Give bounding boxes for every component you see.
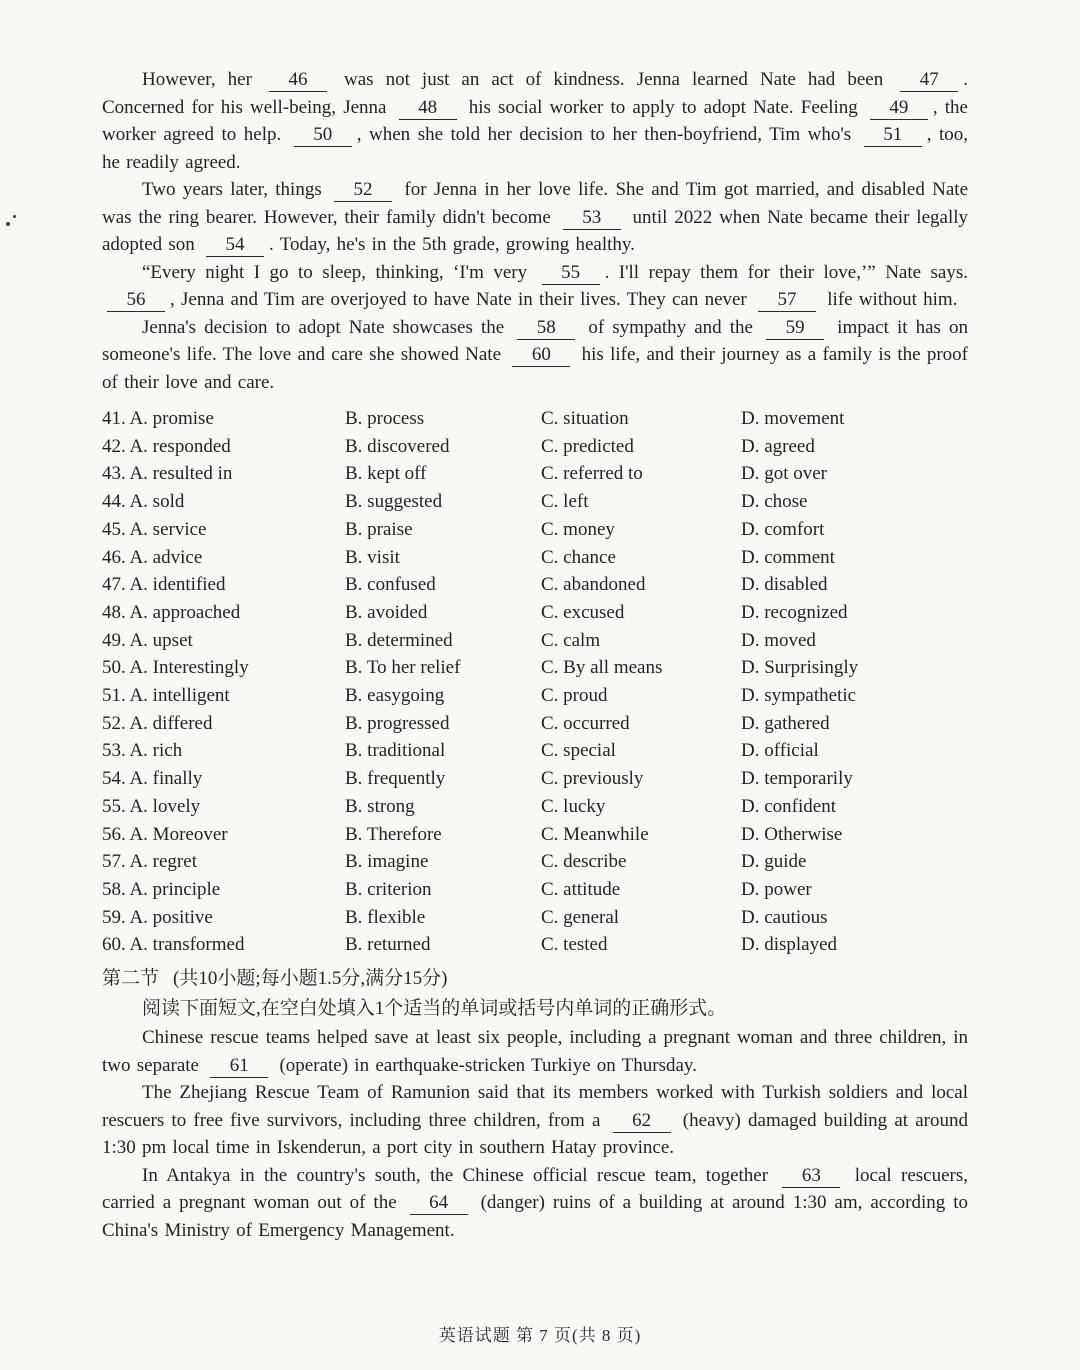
option-row-51 <box>102 682 968 710</box>
section2-heading-detail: (共10小题;每小题1.5分,满分15分) <box>173 968 448 990</box>
option-c: C. money <box>541 518 615 540</box>
option-d: D. Otherwise <box>741 823 843 845</box>
blank-50: 50 <box>294 123 352 147</box>
section2-instruction: 阅读下面短文,在空白处填入1个适当的单词或括号内单词的正确形式。 <box>142 998 727 1020</box>
option-c: C. previously <box>541 768 644 790</box>
option-b: B. returned <box>345 934 431 956</box>
blank-48: 48 <box>399 96 457 120</box>
option-row-59 <box>102 904 968 932</box>
option-d: D. displayed <box>741 934 838 956</box>
blank-53: 53 <box>563 206 621 230</box>
cloze-paragraph: Jenna's decision to adopt Nate showcases the 58 of sympathy and the 59 impact it has on someone's life. The love and care she showed Nate 60 his life, and their journey as a family is the proof of their love and care. <box>102 316 969 393</box>
option-a: 46. A. advice <box>102 546 203 568</box>
option-c: C. general <box>541 906 620 928</box>
option-b: B. confused <box>345 574 436 596</box>
option-a: 42. A. responded <box>102 435 231 457</box>
blank-55: 55 <box>542 261 600 285</box>
option-row-45 <box>102 516 968 544</box>
option-row-54 <box>102 765 968 793</box>
section2-paragraph: In Antakya in the country's south, the Chinese official rescue team, together 63 local rescuers, carried a pregnant woman out of the 64 (danger) ruins of a building at around 1:30 am, according to China's Ministry of Emergency Management. <box>102 1164 969 1241</box>
option-b: B. imagine <box>345 851 429 873</box>
option-b: B. praise <box>345 518 413 540</box>
option-d: D. comfort <box>741 518 825 540</box>
option-a: 58. A. principle <box>102 878 221 900</box>
option-row-41 <box>102 405 968 433</box>
options-table <box>102 405 968 959</box>
scan-artifact <box>6 222 10 226</box>
option-c: C. calm <box>541 629 601 651</box>
option-c: C. excused <box>541 601 625 623</box>
blank-56: 56 <box>107 288 165 312</box>
option-a: 48. A. approached <box>102 601 241 623</box>
option-b: B. strong <box>345 795 415 817</box>
option-a: 52. A. differed <box>102 712 213 734</box>
option-a: 41. A. promise <box>102 408 214 429</box>
option-b: B. suggested <box>345 491 443 513</box>
option-b: B. criterion <box>345 878 432 900</box>
option-c: C. occurred <box>541 712 630 734</box>
cloze-passage <box>102 66 968 396</box>
option-d: D. official <box>741 740 819 762</box>
option-d: D. sympathetic <box>741 685 857 707</box>
blank-62: 62 <box>613 1109 671 1133</box>
option-b: B. traditional <box>345 740 446 762</box>
option-c: C. tested <box>541 934 608 956</box>
option-a: 49. A. upset <box>102 629 193 651</box>
scan-artifact <box>13 215 16 218</box>
option-b: B. determined <box>345 629 453 651</box>
option-b: B. frequently <box>345 768 446 790</box>
option-d: D. Surprisingly <box>741 657 859 679</box>
blank-59: 59 <box>766 316 824 340</box>
blank-51: 51 <box>864 123 922 147</box>
option-b: B. To her relief <box>345 657 461 679</box>
option-c: C. lucky <box>541 795 606 817</box>
option-b: B. visit <box>345 546 400 568</box>
option-row-43 <box>102 460 968 488</box>
option-d: D. cautious <box>741 906 828 928</box>
option-d: D. recognized <box>741 601 848 623</box>
blank-46: 46 <box>269 68 327 92</box>
option-b: B. flexible <box>345 906 426 928</box>
cloze-paragraph: Two years later, things 52 for Jenna in her love life. She and Tim got married, and disabled Nate was the ring bearer. However, their family didn't become 53 until 2022 when Nate became their legally adopted son 54 . Today, he's in the 5th grade, growing healthy. <box>102 179 969 255</box>
option-row-49 <box>102 627 968 655</box>
option-d: D. gathered <box>741 712 830 734</box>
page-footer: 英语试题 第 7 页(共 8 页) <box>438 1326 642 1345</box>
option-c: C. attitude <box>541 878 621 900</box>
blank-58: 58 <box>517 316 575 340</box>
option-d: D. comment <box>741 546 835 568</box>
option-row-46 <box>102 544 968 572</box>
blank-54: 54 <box>206 233 264 257</box>
option-a: 60. A. transformed <box>102 934 245 956</box>
option-row-52 <box>102 710 968 738</box>
blank-47: 47 <box>900 68 958 92</box>
option-d: D. chose <box>741 491 808 513</box>
option-c: C. describe <box>541 851 627 873</box>
section2-heading-label: 第二节 <box>102 968 160 990</box>
option-row-44 <box>102 488 968 516</box>
option-row-60 <box>102 931 968 959</box>
option-a: 47. A. identified <box>102 574 226 596</box>
cloze-paragraph: However, her 46 was not just an act of kindness. Jenna learned Nate had been 47 . Concerned for his well-being, Jenna 48 his social worker to apply to adopt Nate. Feeling 49 , the worker agreed to help. 50 , when she told her decision to her then-boyfriend, Tim who's 51 , too, he readily agreed. <box>102 69 968 173</box>
section2-paragraph: The Zhejiang Rescue Team of Ramunion said that its members worked with Turkish soldiers and local rescuers to free five survivors, including three children, from a 62 (heavy) damaged building at around 1:30 pm local time in Iskenderun, a port city in southern Hatay province. <box>102 1082 968 1159</box>
option-d: D. moved <box>741 629 816 651</box>
blank-63: 63 <box>782 1164 840 1188</box>
option-a: 55. A. lovely <box>102 795 201 817</box>
option-b: B. discovered <box>345 435 450 457</box>
option-c: C. chance <box>541 546 616 568</box>
option-a: 43. A. resulted in <box>102 463 233 485</box>
option-row-47 <box>102 571 968 599</box>
option-a: 44. A. sold <box>102 491 185 513</box>
blank-57: 57 <box>758 288 816 312</box>
option-a: 50. A. Interestingly <box>102 657 249 679</box>
option-c: C. situation <box>541 408 629 429</box>
option-row-57 <box>102 848 968 876</box>
option-row-48 <box>102 599 968 627</box>
option-row-53 <box>102 737 968 765</box>
option-c: C. By all means <box>541 657 663 679</box>
option-c: C. referred to <box>541 463 643 485</box>
option-d: D. temporarily <box>741 768 853 790</box>
option-c: C. left <box>541 491 589 513</box>
option-a: 59. A. positive <box>102 906 213 928</box>
option-row-56 <box>102 821 968 849</box>
blank-61: 61 <box>210 1054 268 1078</box>
option-b: B. avoided <box>345 601 428 623</box>
option-c: C. proud <box>541 685 608 707</box>
option-b: B. Therefore <box>345 823 442 845</box>
option-row-55 <box>102 793 968 821</box>
option-a: 57. A. regret <box>102 851 197 873</box>
option-b: B. easygoing <box>345 685 445 707</box>
option-c: C. Meanwhile <box>541 823 649 845</box>
option-d: D. guide <box>741 851 807 873</box>
blank-64: 64 <box>410 1191 468 1215</box>
section2-passage <box>102 1024 968 1244</box>
option-d: D. got over <box>741 463 828 485</box>
option-c: C. predicted <box>541 435 634 457</box>
option-a: 51. A. intelligent <box>102 685 230 707</box>
option-b: B. progressed <box>345 712 450 734</box>
option-b: B. kept off <box>345 463 427 485</box>
option-d: D. disabled <box>741 574 828 596</box>
option-row-58 <box>102 876 968 904</box>
option-a: 54. A. finally <box>102 768 203 790</box>
blank-60: 60 <box>512 343 570 367</box>
option-b: B. process <box>345 408 425 429</box>
section2-heading <box>102 964 968 994</box>
option-d: D. power <box>741 878 812 900</box>
blank-49: 49 <box>870 96 928 120</box>
option-row-42 <box>102 433 968 461</box>
option-row-50 <box>102 654 968 682</box>
option-a: 53. A. rich <box>102 740 183 762</box>
section2-paragraph: Chinese rescue teams helped save at least six people, including a pregnant woman and three children, in two separate 61 (operate) in earthquake-stricken Turkiye on Thursday. <box>102 1027 968 1076</box>
option-d: D. agreed <box>741 435 815 457</box>
option-d: D. movement <box>741 408 845 429</box>
option-c: C. abandoned <box>541 574 646 596</box>
blank-52: 52 <box>334 178 392 202</box>
option-a: 45. A. service <box>102 518 207 540</box>
option-d: D. confident <box>741 795 836 817</box>
option-c: C. special <box>541 740 616 762</box>
cloze-paragraph: “Every night I go to sleep, thinking, ‘I'm very 55 . I'll repay them for their love,’” Nate says. 56 , Jenna and Tim are overjoyed to have Nate in their lives. They can never 57 life without him. <box>102 259 968 314</box>
option-a: 56. A. Moreover <box>102 823 228 845</box>
